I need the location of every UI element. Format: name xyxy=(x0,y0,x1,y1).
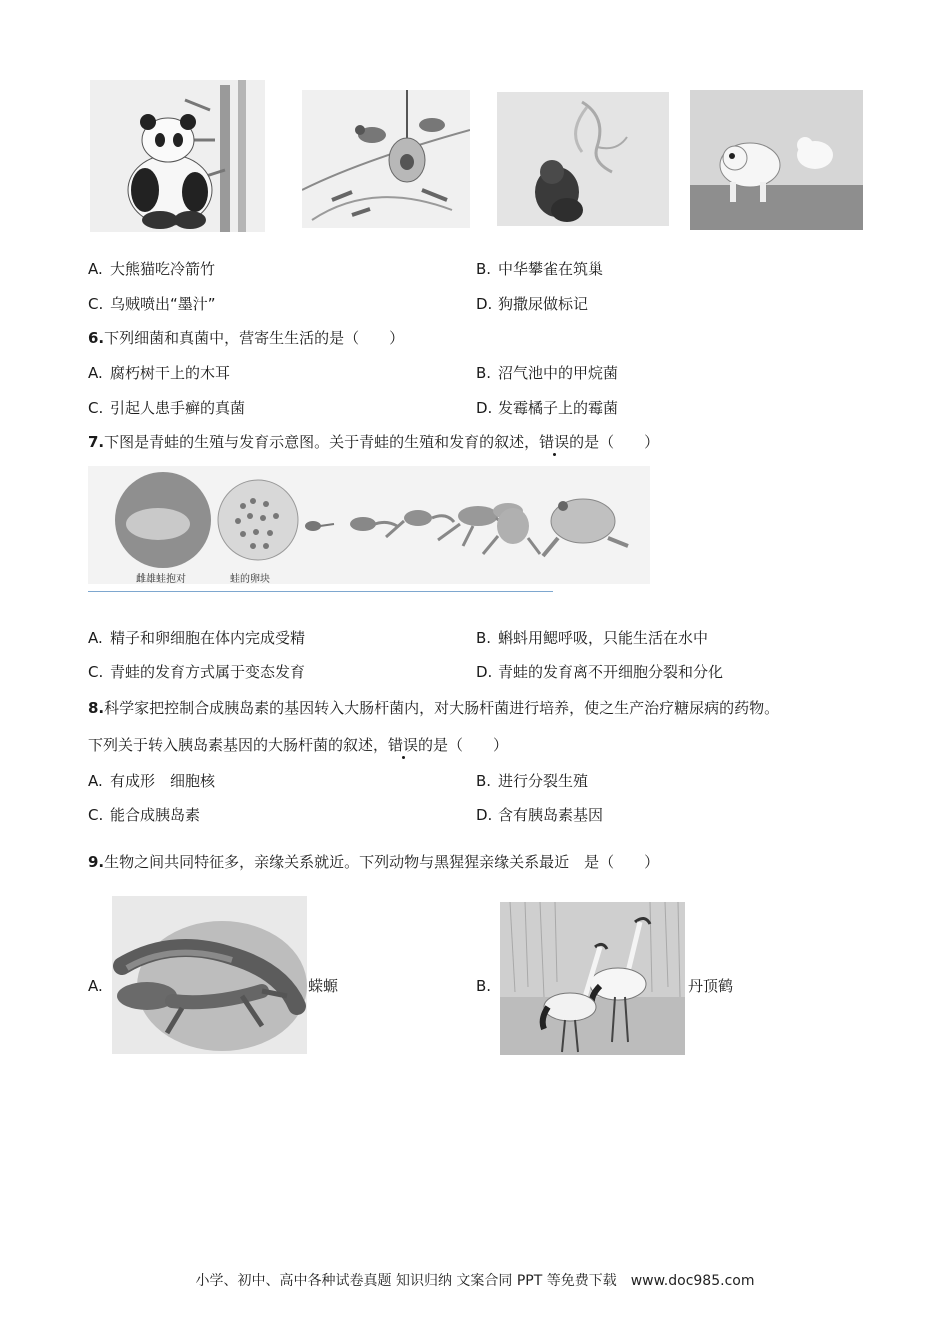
q6-option-a[interactable] xyxy=(88,363,230,383)
option-text: 有成形 细胞核 xyxy=(110,772,216,790)
question-stem: 下列细菌和真菌中，营寄生生活的是（ ） xyxy=(104,329,405,347)
q7-option-a[interactable] xyxy=(88,628,305,648)
emphasis-text: 错误 xyxy=(539,433,570,451)
q9-option-a-text[interactable]: 蝾螈 xyxy=(308,977,339,995)
option-letter: C. xyxy=(88,806,104,824)
question-number: 8. xyxy=(88,699,105,717)
option-text: 沼气池中的甲烷菌 xyxy=(498,364,619,382)
option-letter: D. xyxy=(476,399,493,417)
question-stem-after: 的是（ ） xyxy=(569,433,660,451)
q9-option-b-letter[interactable]: B. xyxy=(476,977,492,995)
option-text: 精子和卵细胞在体内完成受精 xyxy=(110,629,306,647)
divider-line xyxy=(88,591,553,592)
option-letter: A. xyxy=(88,772,103,790)
option-text: 能合成胰岛素 xyxy=(110,806,201,824)
dog-photo xyxy=(690,90,863,230)
bird-nest-photo xyxy=(302,90,470,228)
option-letter: A. xyxy=(88,260,103,278)
q5-option-b[interactable] xyxy=(476,259,603,279)
option-letter: B. xyxy=(476,772,492,790)
option-text: 含有胰岛素基因 xyxy=(498,806,604,824)
option-text: 腐朽树干上的木耳 xyxy=(110,364,231,382)
option-text: 蝌蚪用鳃呼吸，只能生活在水中 xyxy=(498,629,709,647)
crane-photo xyxy=(500,902,685,1055)
option-text: 发霉橘子上的霉菌 xyxy=(498,399,619,417)
q8-option-c[interactable] xyxy=(88,805,200,825)
q7-option-c[interactable] xyxy=(88,662,305,682)
bird-nest-illustration xyxy=(302,90,470,228)
panda-photo xyxy=(90,80,265,232)
question-stem-after: 的是（ ） xyxy=(418,736,509,754)
question-number: 6. xyxy=(88,329,105,347)
option-text: 狗撒尿做标记 xyxy=(498,295,589,313)
option-letter: C. xyxy=(88,399,104,417)
option-letter: B. xyxy=(476,260,492,278)
squid-ink-illustration xyxy=(497,92,669,226)
option-text: 中华攀雀在筑巢 xyxy=(498,260,604,278)
option-letter: C. xyxy=(88,295,104,313)
q8-stem-line2 xyxy=(88,735,508,755)
q7-option-b[interactable] xyxy=(476,628,708,648)
salamander-illustration xyxy=(112,896,307,1054)
question-number: 7. xyxy=(88,433,105,451)
q8-stem-line1 xyxy=(88,698,779,718)
q7-stem xyxy=(88,432,659,452)
option-text: 青蛙的发育方式属于变态发育 xyxy=(110,663,306,681)
question-stem-before: 下图是青蛙的生殖与发育示意图。关于青蛙的生殖和发育的叙述， xyxy=(104,433,540,451)
option-letter: A. xyxy=(88,629,103,647)
q9-stem xyxy=(88,852,659,872)
q6-stem xyxy=(88,328,404,348)
q6-option-d[interactable] xyxy=(476,398,618,418)
q5-option-d[interactable] xyxy=(476,294,588,314)
caption-frogs-mating: 雌雄蛙抱对 xyxy=(136,574,186,585)
question-stem: 生物之间共同特征多，亲缘关系就近。下列动物与黑猩猩亲缘关系最近 是（ ） xyxy=(104,853,660,871)
question-stem-before: 下列关于转入胰岛素基因的大肠杆菌的叙述， xyxy=(88,736,389,754)
red-crowned-crane-illustration xyxy=(500,902,685,1055)
q5-option-c[interactable] xyxy=(88,294,216,314)
option-text: 乌贼喷出“墨汁” xyxy=(110,295,216,313)
squid-ink-photo xyxy=(497,92,669,226)
option-letter: D. xyxy=(476,295,493,313)
option-letter: A. xyxy=(88,364,103,382)
option-text: 进行分裂生殖 xyxy=(498,772,589,790)
option-letter: B. xyxy=(476,364,492,382)
question-number: 9. xyxy=(88,853,105,871)
q9-option-a-letter[interactable]: A. xyxy=(88,977,103,995)
option-letter: D. xyxy=(476,806,493,824)
caption-frog-eggs: 蛙的卵块 xyxy=(230,574,270,585)
option-letter: B. xyxy=(476,629,492,647)
q6-option-b[interactable] xyxy=(476,363,618,383)
option-text: 青蛙的发育离不开细胞分裂和分化 xyxy=(498,663,724,681)
dog-illustration xyxy=(690,90,863,230)
q8-option-b[interactable] xyxy=(476,771,588,791)
salamander-photo xyxy=(112,896,307,1054)
q9-option-b-text[interactable]: 丹顶鹤 xyxy=(688,977,734,995)
option-letter: D. xyxy=(476,663,493,681)
frog-lifecycle-illustration xyxy=(88,466,650,584)
panda-illustration xyxy=(90,80,265,232)
footer-download-note: 小学、初中、高中各种试卷真题 知识归纳 文案合同 PPT 等免费下载 www.doc985.com xyxy=(195,1273,755,1289)
q8-option-d[interactable] xyxy=(476,805,603,825)
option-text: 大熊猫吃冷箭竹 xyxy=(110,260,216,278)
emphasis-text: 错误 xyxy=(388,736,419,754)
frog-development-figure xyxy=(88,466,650,584)
q5-option-a[interactable] xyxy=(88,259,215,279)
question-stem: 科学家把控制合成胰岛素的基因转入大肠杆菌内，对大肠杆菌进行培养，使之生产治疗糖尿病的药物。 xyxy=(104,699,780,717)
option-letter: C. xyxy=(88,663,104,681)
q6-option-c[interactable] xyxy=(88,398,245,418)
option-text: 引起人患手癣的真菌 xyxy=(110,399,246,417)
q8-option-a[interactable] xyxy=(88,771,215,791)
q7-option-d[interactable] xyxy=(476,662,723,682)
